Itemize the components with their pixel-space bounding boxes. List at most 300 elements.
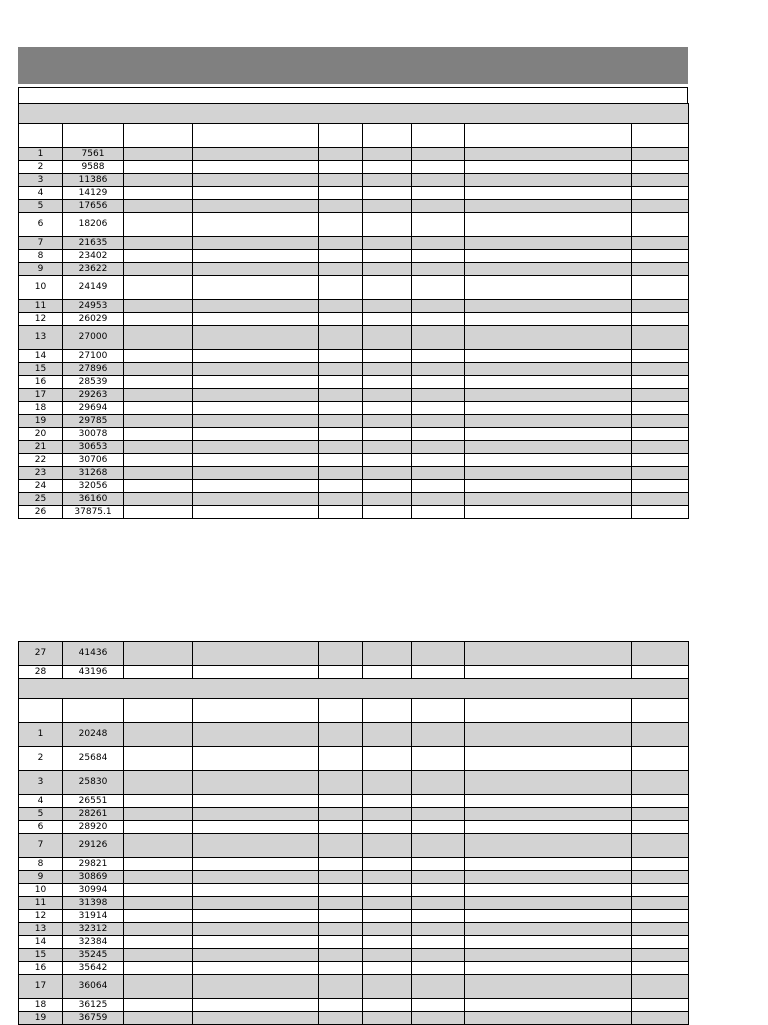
empty-cell [124,237,193,250]
empty-cell [319,493,363,506]
empty-cell [319,161,363,174]
column-header-row [19,699,689,723]
empty-cell [363,1012,412,1025]
empty-cell [319,923,363,936]
row-number: 14 [19,350,63,363]
empty-cell [319,808,363,821]
empty-cell [412,376,465,389]
row-number: 25 [19,493,63,506]
table-row [19,213,689,237]
row-number: 10 [19,276,63,300]
header-cell [412,699,465,723]
empty-cell [319,506,363,519]
empty-cell [465,506,632,519]
row-number: 19 [19,1012,63,1025]
row-number: 18 [19,999,63,1012]
empty-cell [193,174,319,187]
empty-cell [632,363,689,376]
empty-cell [465,376,632,389]
empty-cell [363,300,412,313]
empty-cell [412,871,465,884]
header-cell [465,124,632,148]
empty-cell [412,402,465,415]
table-row [19,795,689,808]
empty-cell [465,808,632,821]
table-row [19,723,689,747]
empty-cell [319,723,363,747]
table-row [19,858,689,871]
header-cell [412,124,465,148]
table-row [19,480,689,493]
empty-cell [465,263,632,276]
table-row [19,808,689,821]
empty-cell [363,975,412,999]
empty-cell [319,467,363,480]
empty-cell [465,747,632,771]
empty-cell [412,747,465,771]
empty-cell [412,300,465,313]
empty-cell [363,884,412,897]
header-cell [465,699,632,723]
section-band [19,104,689,124]
table-row [19,454,689,467]
empty-cell [632,858,689,871]
empty-cell [412,666,465,679]
empty-cell [363,821,412,834]
empty-cell [319,428,363,441]
empty-cell [412,480,465,493]
empty-cell [465,148,632,161]
row-number: 11 [19,300,63,313]
empty-cell [465,910,632,923]
empty-cell [193,213,319,237]
row-number: 8 [19,858,63,871]
header-cell [63,124,124,148]
empty-cell [412,250,465,263]
empty-cell [632,936,689,949]
empty-cell [319,415,363,428]
empty-cell [465,858,632,871]
empty-cell [193,747,319,771]
empty-cell [465,174,632,187]
empty-cell [319,480,363,493]
row-number: 5 [19,808,63,821]
table-row [19,884,689,897]
empty-cell [319,666,363,679]
empty-cell [193,363,319,376]
table-row [19,467,689,480]
empty-cell [412,723,465,747]
row-number: 10 [19,884,63,897]
row-value: 30653 [63,441,124,454]
row-number: 2 [19,161,63,174]
empty-cell [363,200,412,213]
empty-cell [465,975,632,999]
empty-cell [124,213,193,237]
row-number: 3 [19,174,63,187]
table-row [19,200,689,213]
empty-cell [193,389,319,402]
empty-cell [319,858,363,871]
row-value: 30869 [63,871,124,884]
empty-cell [465,871,632,884]
empty-cell [465,666,632,679]
empty-cell [363,467,412,480]
empty-cell [193,350,319,363]
empty-cell [124,389,193,402]
empty-cell [412,148,465,161]
empty-cell [412,174,465,187]
empty-cell [465,493,632,506]
row-value: 7561 [63,148,124,161]
empty-cell [363,363,412,376]
table-row [19,936,689,949]
row-value: 28539 [63,376,124,389]
row-value: 17656 [63,200,124,213]
empty-cell [412,441,465,454]
empty-cell [193,441,319,454]
empty-cell [465,250,632,263]
empty-cell [193,506,319,519]
empty-cell [363,506,412,519]
row-value: 36160 [63,493,124,506]
row-number: 4 [19,795,63,808]
table-row [19,975,689,999]
empty-cell [465,300,632,313]
row-value: 37875.1 [63,506,124,519]
empty-cell [465,962,632,975]
table-row [19,923,689,936]
empty-cell [319,949,363,962]
empty-cell [412,884,465,897]
table-row [19,428,689,441]
empty-cell [632,1012,689,1025]
data-table-page-1 [18,103,689,519]
empty-cell [319,897,363,910]
row-number: 20 [19,428,63,441]
empty-cell [632,200,689,213]
empty-cell [632,923,689,936]
empty-cell [319,389,363,402]
table-row [19,187,689,200]
empty-cell [363,187,412,200]
empty-cell [193,642,319,666]
empty-cell [632,808,689,821]
table-row [19,250,689,263]
empty-cell [465,834,632,858]
empty-cell [363,723,412,747]
empty-cell [124,962,193,975]
empty-cell [632,975,689,999]
empty-cell [124,441,193,454]
empty-cell [124,897,193,910]
empty-cell [632,897,689,910]
header-cell [193,124,319,148]
table-row [19,326,689,350]
empty-cell [363,999,412,1012]
row-number: 4 [19,187,63,200]
empty-cell [412,642,465,666]
empty-cell [124,723,193,747]
row-value: 9588 [63,161,124,174]
row-number: 23 [19,467,63,480]
empty-cell [124,467,193,480]
row-value: 29785 [63,415,124,428]
table-row [19,999,689,1012]
row-value: 27896 [63,363,124,376]
empty-cell [193,467,319,480]
empty-cell [363,897,412,910]
empty-cell [412,821,465,834]
empty-cell [363,454,412,467]
table-row [19,910,689,923]
sheet-title-row [18,87,688,104]
empty-cell [193,871,319,884]
row-number: 2 [19,747,63,771]
empty-cell [363,313,412,326]
empty-cell [319,962,363,975]
empty-cell [632,148,689,161]
section-band-cell [19,104,689,124]
empty-cell [124,350,193,363]
empty-cell [363,376,412,389]
table-row [19,415,689,428]
empty-cell [193,999,319,1012]
empty-cell [124,402,193,415]
empty-cell [193,415,319,428]
empty-cell [412,975,465,999]
empty-cell [465,313,632,326]
row-number: 9 [19,263,63,276]
empty-cell [412,923,465,936]
table-row [19,389,689,402]
empty-cell [363,795,412,808]
empty-cell [124,480,193,493]
empty-cell [363,389,412,402]
row-value: 26551 [63,795,124,808]
empty-cell [319,834,363,858]
empty-cell [632,174,689,187]
empty-cell [465,999,632,1012]
row-value: 32384 [63,936,124,949]
row-value: 32056 [63,480,124,493]
empty-cell [193,480,319,493]
empty-cell [412,949,465,962]
row-number: 6 [19,213,63,237]
table-row [19,1012,689,1025]
row-value: 23402 [63,250,124,263]
section-band [19,679,689,699]
empty-cell [632,771,689,795]
table-row [19,148,689,161]
row-number: 26 [19,506,63,519]
column-header-row [19,124,689,148]
row-value: 30078 [63,428,124,441]
empty-cell [193,200,319,213]
empty-cell [193,936,319,949]
empty-cell [193,376,319,389]
empty-cell [319,148,363,161]
table-row [19,402,689,415]
row-value: 27000 [63,326,124,350]
empty-cell [124,666,193,679]
empty-cell [363,263,412,276]
row-value: 36759 [63,1012,124,1025]
empty-cell [632,884,689,897]
empty-cell [465,200,632,213]
empty-cell [632,441,689,454]
empty-cell [412,454,465,467]
row-number: 1 [19,148,63,161]
empty-cell [124,999,193,1012]
empty-cell [632,467,689,480]
empty-cell [124,200,193,213]
empty-cell [412,200,465,213]
empty-cell [465,949,632,962]
empty-cell [465,454,632,467]
row-number: 13 [19,923,63,936]
empty-cell [412,493,465,506]
empty-cell [465,897,632,910]
empty-cell [632,910,689,923]
empty-cell [319,326,363,350]
row-number: 17 [19,975,63,999]
row-number: 13 [19,326,63,350]
empty-cell [124,821,193,834]
empty-cell [193,884,319,897]
row-value: 11386 [63,174,124,187]
row-value: 18206 [63,213,124,237]
empty-cell [319,213,363,237]
empty-cell [319,975,363,999]
empty-cell [632,276,689,300]
empty-cell [363,441,412,454]
empty-cell [319,300,363,313]
empty-cell [465,428,632,441]
row-value: 31268 [63,467,124,480]
row-value: 41436 [63,642,124,666]
empty-cell [124,300,193,313]
row-number: 27 [19,642,63,666]
row-value: 29694 [63,402,124,415]
empty-cell [412,910,465,923]
row-number: 5 [19,200,63,213]
row-number: 11 [19,897,63,910]
empty-cell [632,999,689,1012]
empty-cell [632,250,689,263]
row-number: 12 [19,910,63,923]
empty-cell [632,506,689,519]
empty-cell [319,441,363,454]
empty-cell [632,350,689,363]
empty-cell [632,187,689,200]
empty-cell [465,1012,632,1025]
empty-cell [363,213,412,237]
empty-cell [632,871,689,884]
table-row [19,834,689,858]
empty-cell [412,467,465,480]
empty-cell [632,795,689,808]
empty-cell [412,999,465,1012]
empty-cell [412,213,465,237]
empty-cell [124,148,193,161]
row-value: 36064 [63,975,124,999]
empty-cell [193,897,319,910]
row-value: 30994 [63,884,124,897]
empty-cell [124,808,193,821]
empty-cell [632,161,689,174]
empty-cell [124,949,193,962]
row-number: 3 [19,771,63,795]
empty-cell [124,363,193,376]
empty-cell [193,300,319,313]
empty-cell [363,480,412,493]
table-row [19,313,689,326]
empty-cell [632,666,689,679]
empty-cell [465,723,632,747]
empty-cell [465,213,632,237]
empty-cell [124,834,193,858]
row-value: 24953 [63,300,124,313]
empty-cell [632,300,689,313]
empty-cell [319,187,363,200]
empty-cell [124,910,193,923]
empty-cell [319,402,363,415]
empty-cell [124,506,193,519]
empty-cell [319,821,363,834]
empty-cell [632,237,689,250]
empty-cell [412,771,465,795]
empty-cell [465,480,632,493]
row-value: 35642 [63,962,124,975]
table-row [19,962,689,975]
empty-cell [319,771,363,795]
table-row [19,666,689,679]
table-row [19,441,689,454]
empty-cell [363,747,412,771]
row-value: 28920 [63,821,124,834]
row-number: 15 [19,949,63,962]
empty-cell [124,923,193,936]
empty-cell [193,148,319,161]
header-cell [319,124,363,148]
row-value: 21635 [63,237,124,250]
empty-cell [193,923,319,936]
table-row [19,237,689,250]
empty-cell [363,871,412,884]
empty-cell [363,237,412,250]
empty-cell [363,148,412,161]
empty-cell [465,237,632,250]
row-number: 17 [19,389,63,402]
empty-cell [193,1012,319,1025]
empty-cell [319,237,363,250]
empty-cell [124,161,193,174]
empty-cell [465,187,632,200]
table-row [19,263,689,276]
row-value: 29126 [63,834,124,858]
row-value: 36125 [63,999,124,1012]
empty-cell [632,389,689,402]
sheet-header-bar [18,47,688,84]
empty-cell [193,808,319,821]
empty-cell [363,642,412,666]
empty-cell [412,389,465,402]
empty-cell [632,326,689,350]
empty-cell [632,642,689,666]
empty-cell [412,808,465,821]
empty-cell [465,936,632,949]
